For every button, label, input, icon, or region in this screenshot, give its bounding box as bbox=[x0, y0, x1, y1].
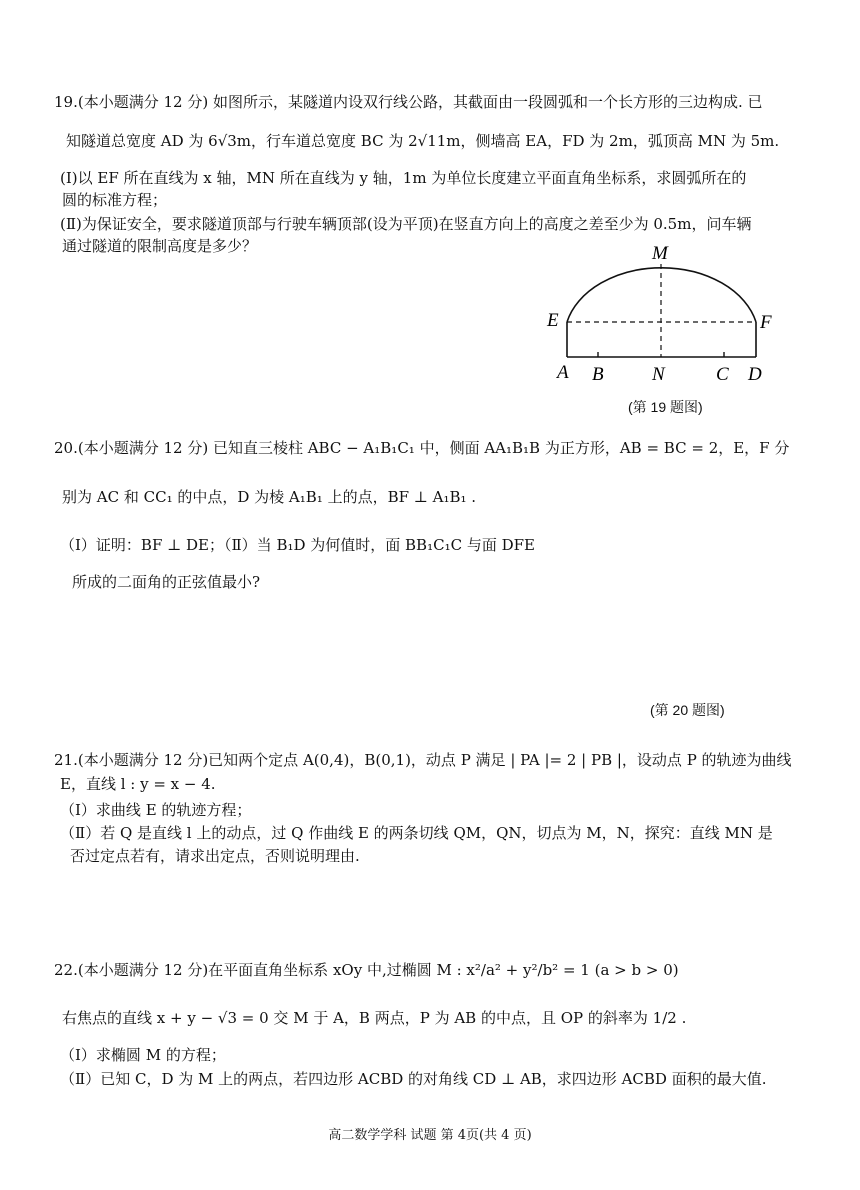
tunnel-figure bbox=[530, 238, 790, 388]
q20-line-2: 别为 AC 和 CC₁ 的中点，D 为棱 A₁B₁ 上的点，BF ⊥ A₁B₁ . bbox=[62, 488, 477, 506]
q19-line-3: (Ⅰ)以 EF 所在直线为 x 轴，MN 所在直线为 y 轴，1m 为单位长度建立平面直角坐标系，求圆弧所在的 bbox=[60, 169, 747, 187]
q22-line-2: 右焦点的直线 x + y − √3 = 0 交 M 于 A，B 两点，P 为 AB 的中点，且 OP 的斜率为 1/2 . bbox=[62, 1009, 687, 1027]
q21-line-1: 21.(本小题满分 12 分)已知两个定点 A(0,4)，B(0,1)，动点 P 满足 | PA |= 2 | PB |，设动点 P 的轨迹为曲线 bbox=[54, 751, 792, 769]
q21-line-3: （Ⅰ）求曲线 E 的轨迹方程； bbox=[60, 801, 252, 819]
q20-line-3: （Ⅰ）证明：BF ⊥ DE；（Ⅱ）当 B₁D 为何值时，面 BB₁C₁C 与面 DFE bbox=[60, 536, 535, 554]
label-m: M bbox=[652, 243, 668, 264]
label-b: B bbox=[592, 364, 604, 385]
q19-line-2: 知隧道总宽度 AD 为 6√3m，行车道总宽度 BC 为 2√11m，侧墙高 EA，FD 为 2m，弧顶高 MN 为 5m. bbox=[66, 132, 780, 150]
q19-line-1: 19.(本小题满分 12 分) 如图所示，某隧道内设双行线公路，其截面由一段圆弧和一个长方形的三边构成. 已 bbox=[54, 93, 763, 111]
q20-line-4: 所成的二面角的正弦值最小? bbox=[72, 573, 261, 591]
q22-line-4: （Ⅱ）已知 C，D 为 M 上的两点，若四边形 ACBD 的对角线 CD ⊥ AB，求四边形 ACBD 面积的最大值. bbox=[60, 1070, 767, 1088]
q21-line-2: E，直线 l : y = x − 4. bbox=[60, 775, 216, 793]
q22-line-3: （Ⅰ）求椭圆 M 的方程； bbox=[60, 1046, 226, 1064]
label-n: N bbox=[652, 364, 665, 385]
q22-line-1: 22.(本小题满分 12 分)在平面直角坐标系 xOy 中,过椭圆 M : x²/a² + y²/b² = 1 (a > b > 0) bbox=[54, 961, 679, 979]
q21-line-5: 否过定点若有，请求出定点，否则说明理由. bbox=[70, 847, 360, 865]
q19-line-4: 圆的标准方程； bbox=[62, 191, 168, 209]
q19-line-5: (Ⅱ)为保证安全，要求隧道顶部与行驶车辆顶部(设为平顶)在竖直方向上的高度之差至少为 0.5m，问车辆 bbox=[60, 215, 752, 233]
q20-line-1: 20.(本小题满分 12 分) 已知直三棱柱 ABC − A₁B₁C₁ 中，侧面 AA₁B₁B 为正方形，AB = BC = 2，E，F 分 bbox=[54, 439, 790, 457]
q20-figure-caption: (第 20 题图) bbox=[650, 702, 725, 718]
q19-line-6: 通过隧道的限制高度是多少？ bbox=[62, 237, 258, 255]
label-c: C bbox=[716, 364, 729, 385]
page-footer: 高二数学学科 试题 第 4页(共 4 页) bbox=[328, 1128, 532, 1143]
q21-line-4: （Ⅱ）若 Q 是直线 l 上的动点，过 Q 作曲线 E 的两条切线 QM，QN，切点为 M，N，探究：直线 MN 是 bbox=[60, 824, 773, 842]
label-a: A bbox=[557, 362, 569, 383]
label-f: F bbox=[760, 312, 772, 333]
label-d: D bbox=[748, 364, 762, 385]
label-e: E bbox=[547, 310, 559, 331]
q19-figure-caption: (第 19 题图) bbox=[628, 399, 703, 415]
